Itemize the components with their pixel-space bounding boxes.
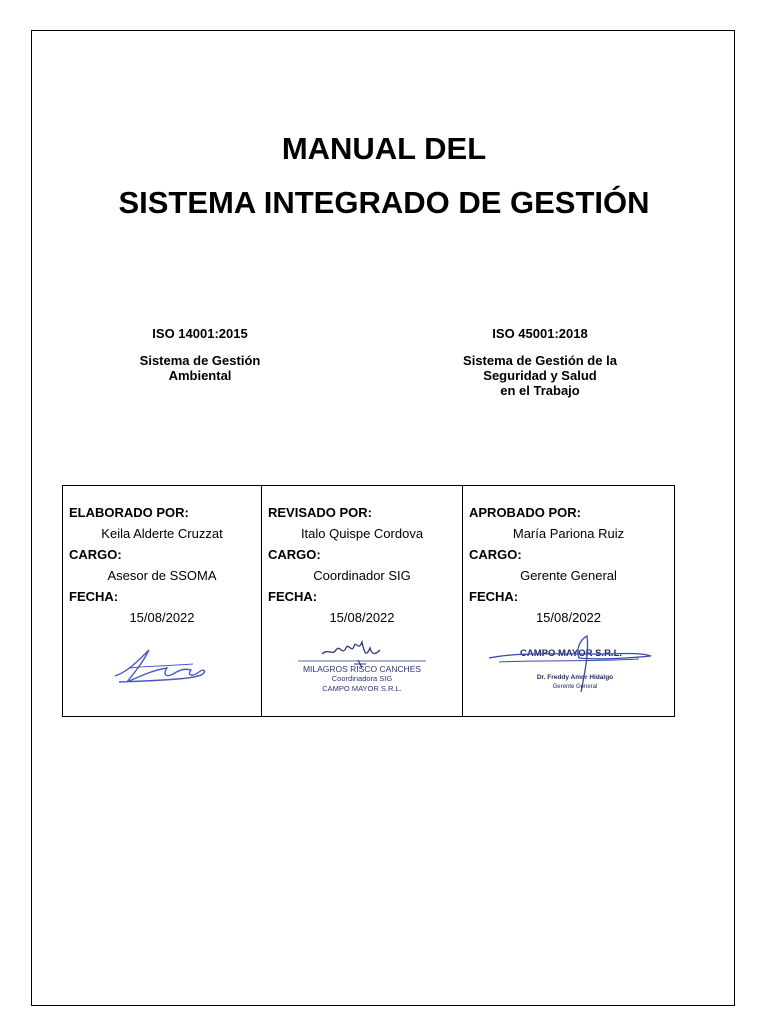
role-label: ELABORADO POR: [69,505,189,520]
person-name: Italo Quispe Cordova [300,526,424,541]
standard-code: ISO 14001:2015 [152,326,248,341]
cargo-value: Coordinador SIG [313,568,411,583]
stamp-line: MILAGROS RISCO CANCHES [302,664,422,674]
standard-iso14001 [100,326,300,383]
approval-cell-revisado [262,486,463,717]
cargo-value: Gerente General [520,568,617,583]
role-label: REVISADO POR: [268,505,373,520]
standard-description: Sistema de Gestión de la Seguridad y Salud en el Trabajo [463,353,617,398]
standard-code: ISO 45001:2018 [492,326,588,341]
fecha-label: FECHA: [469,589,519,604]
stamp-line: Dr. Freddy Amor Hidalgo [536,674,613,681]
role-label: APROBADO POR: [469,505,581,520]
fecha-value: 15/08/2022 [329,610,395,625]
stamp-line: CAMPO MAYOR S.R.L. [519,648,622,659]
cargo-value: Asesor de SSOMA [107,568,217,583]
person-name: Keila Alderte Cruzzat [101,526,223,541]
document-title-line1: MANUAL DEL [281,131,487,166]
approval-table [62,485,675,717]
cargo-label: CARGO: [268,547,321,562]
approval-cell-elaborado [63,486,262,717]
standard-description: Sistema de Gestión Ambiental [139,353,261,383]
person-name: María Pariona Ruiz [512,526,625,541]
stamp-line: CAMPO MAYOR S.R.L. [322,684,402,693]
signature-elaborado [63,632,261,702]
approval-cell-aprobado [463,486,675,717]
cargo-label: CARGO: [469,547,522,562]
signature-stamp-revisado [262,632,462,702]
cargo-label: CARGO: [69,547,122,562]
fecha-label: FECHA: [69,589,119,604]
fecha-label: FECHA: [268,589,318,604]
signature-stamp-aprobado [463,632,674,702]
fecha-value: 15/08/2022 [535,610,602,625]
stamp-line: Gerente General [552,684,597,690]
stamp-line: Coordinadora SIG [331,674,393,683]
document-title-line2: SISTEMA INTEGRADO DE GESTIÓN [118,185,650,220]
standard-iso45001 [440,326,640,398]
fecha-value: 15/08/2022 [129,610,195,625]
